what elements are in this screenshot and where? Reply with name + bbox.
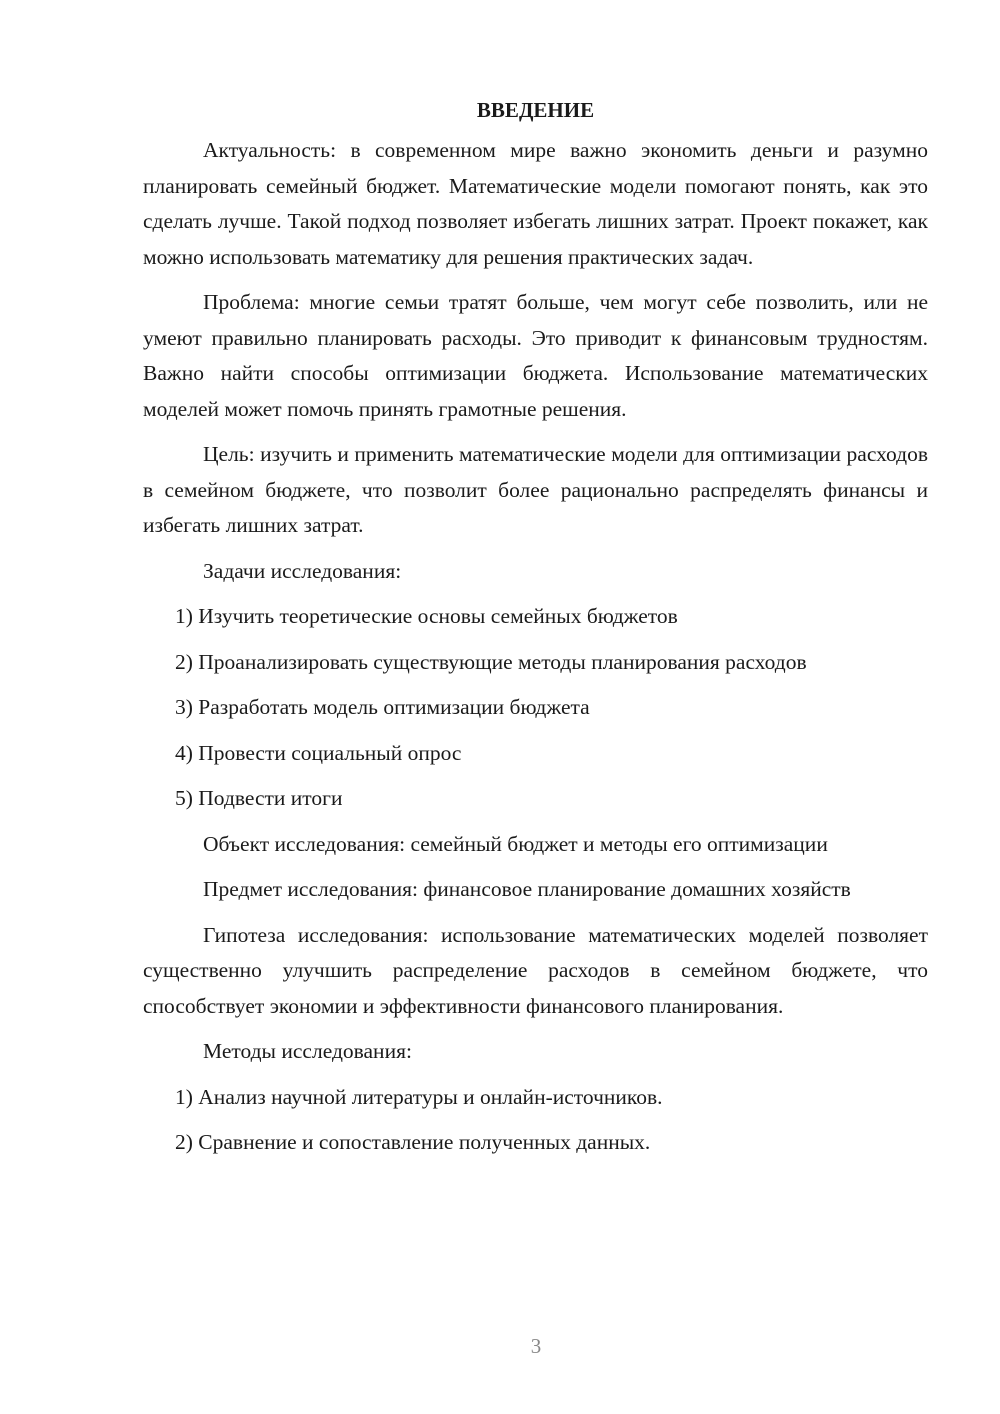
method-item: 1) Анализ научной литературы и онлайн-источников. (175, 1084, 663, 1109)
methods-heading: Методы исследования: (203, 1039, 412, 1063)
tasks-heading: Задачи исследования: (203, 558, 402, 583)
object-paragraph: Объект исследования: семейный бюджет и методы его оптимизации (203, 831, 828, 856)
document-body (143, 92, 928, 1171)
subject-paragraph: Предмет исследования: финансовое планирование домашних хозяйств (203, 877, 851, 901)
task-item: 3) Разработать модель оптимизации бюджета (175, 695, 590, 719)
task-item: 1) Изучить теоретические основы семейных бюджетов (175, 604, 678, 628)
page-title: ВВЕДЕНИЕ (476, 98, 595, 122)
goal-paragraph: Цель: изучить и применить математические модели для оптимизации расходов в семейном бюджете, что позволит более рационально распределять финансы и избегать лишних затрат. (143, 442, 928, 537)
hypothesis-paragraph: Гипотеза исследования: использование математических моделей позволяет существенно улучшить распределение расходов в семейном бюджете, что способствует экономии и эффективности финансового планирования. (143, 922, 928, 1018)
method-item: 2) Сравнение и сопоставление полученных данных. (175, 1130, 651, 1154)
task-item: 5) Подвести итоги (175, 786, 343, 810)
task-item: 4) Провести социальный опрос (175, 740, 462, 765)
relevance-paragraph: Актуальность: в современном мире важно экономить деньги и разумно планировать семейный бюджет. Математические модели помогают понять, как это сделать лучше. Такой подход позволяет избегать лишних затрат. Проект покажет, как можно использовать математику для решения практических задач. (143, 138, 928, 269)
task-item: 2) Проанализировать существующие методы планирования расходов (175, 649, 807, 674)
problem-paragraph: Проблема: многие семьи тратят больше, чем могут себе позволить, или не умеют правильно планировать расходы. Это приводит к финансовым трудностям. Важно найти способы оптимизации бюджета. Использование математических моделей может помочь принять грамотные решения. (143, 290, 928, 421)
page-number: 3 (530, 1334, 542, 1358)
